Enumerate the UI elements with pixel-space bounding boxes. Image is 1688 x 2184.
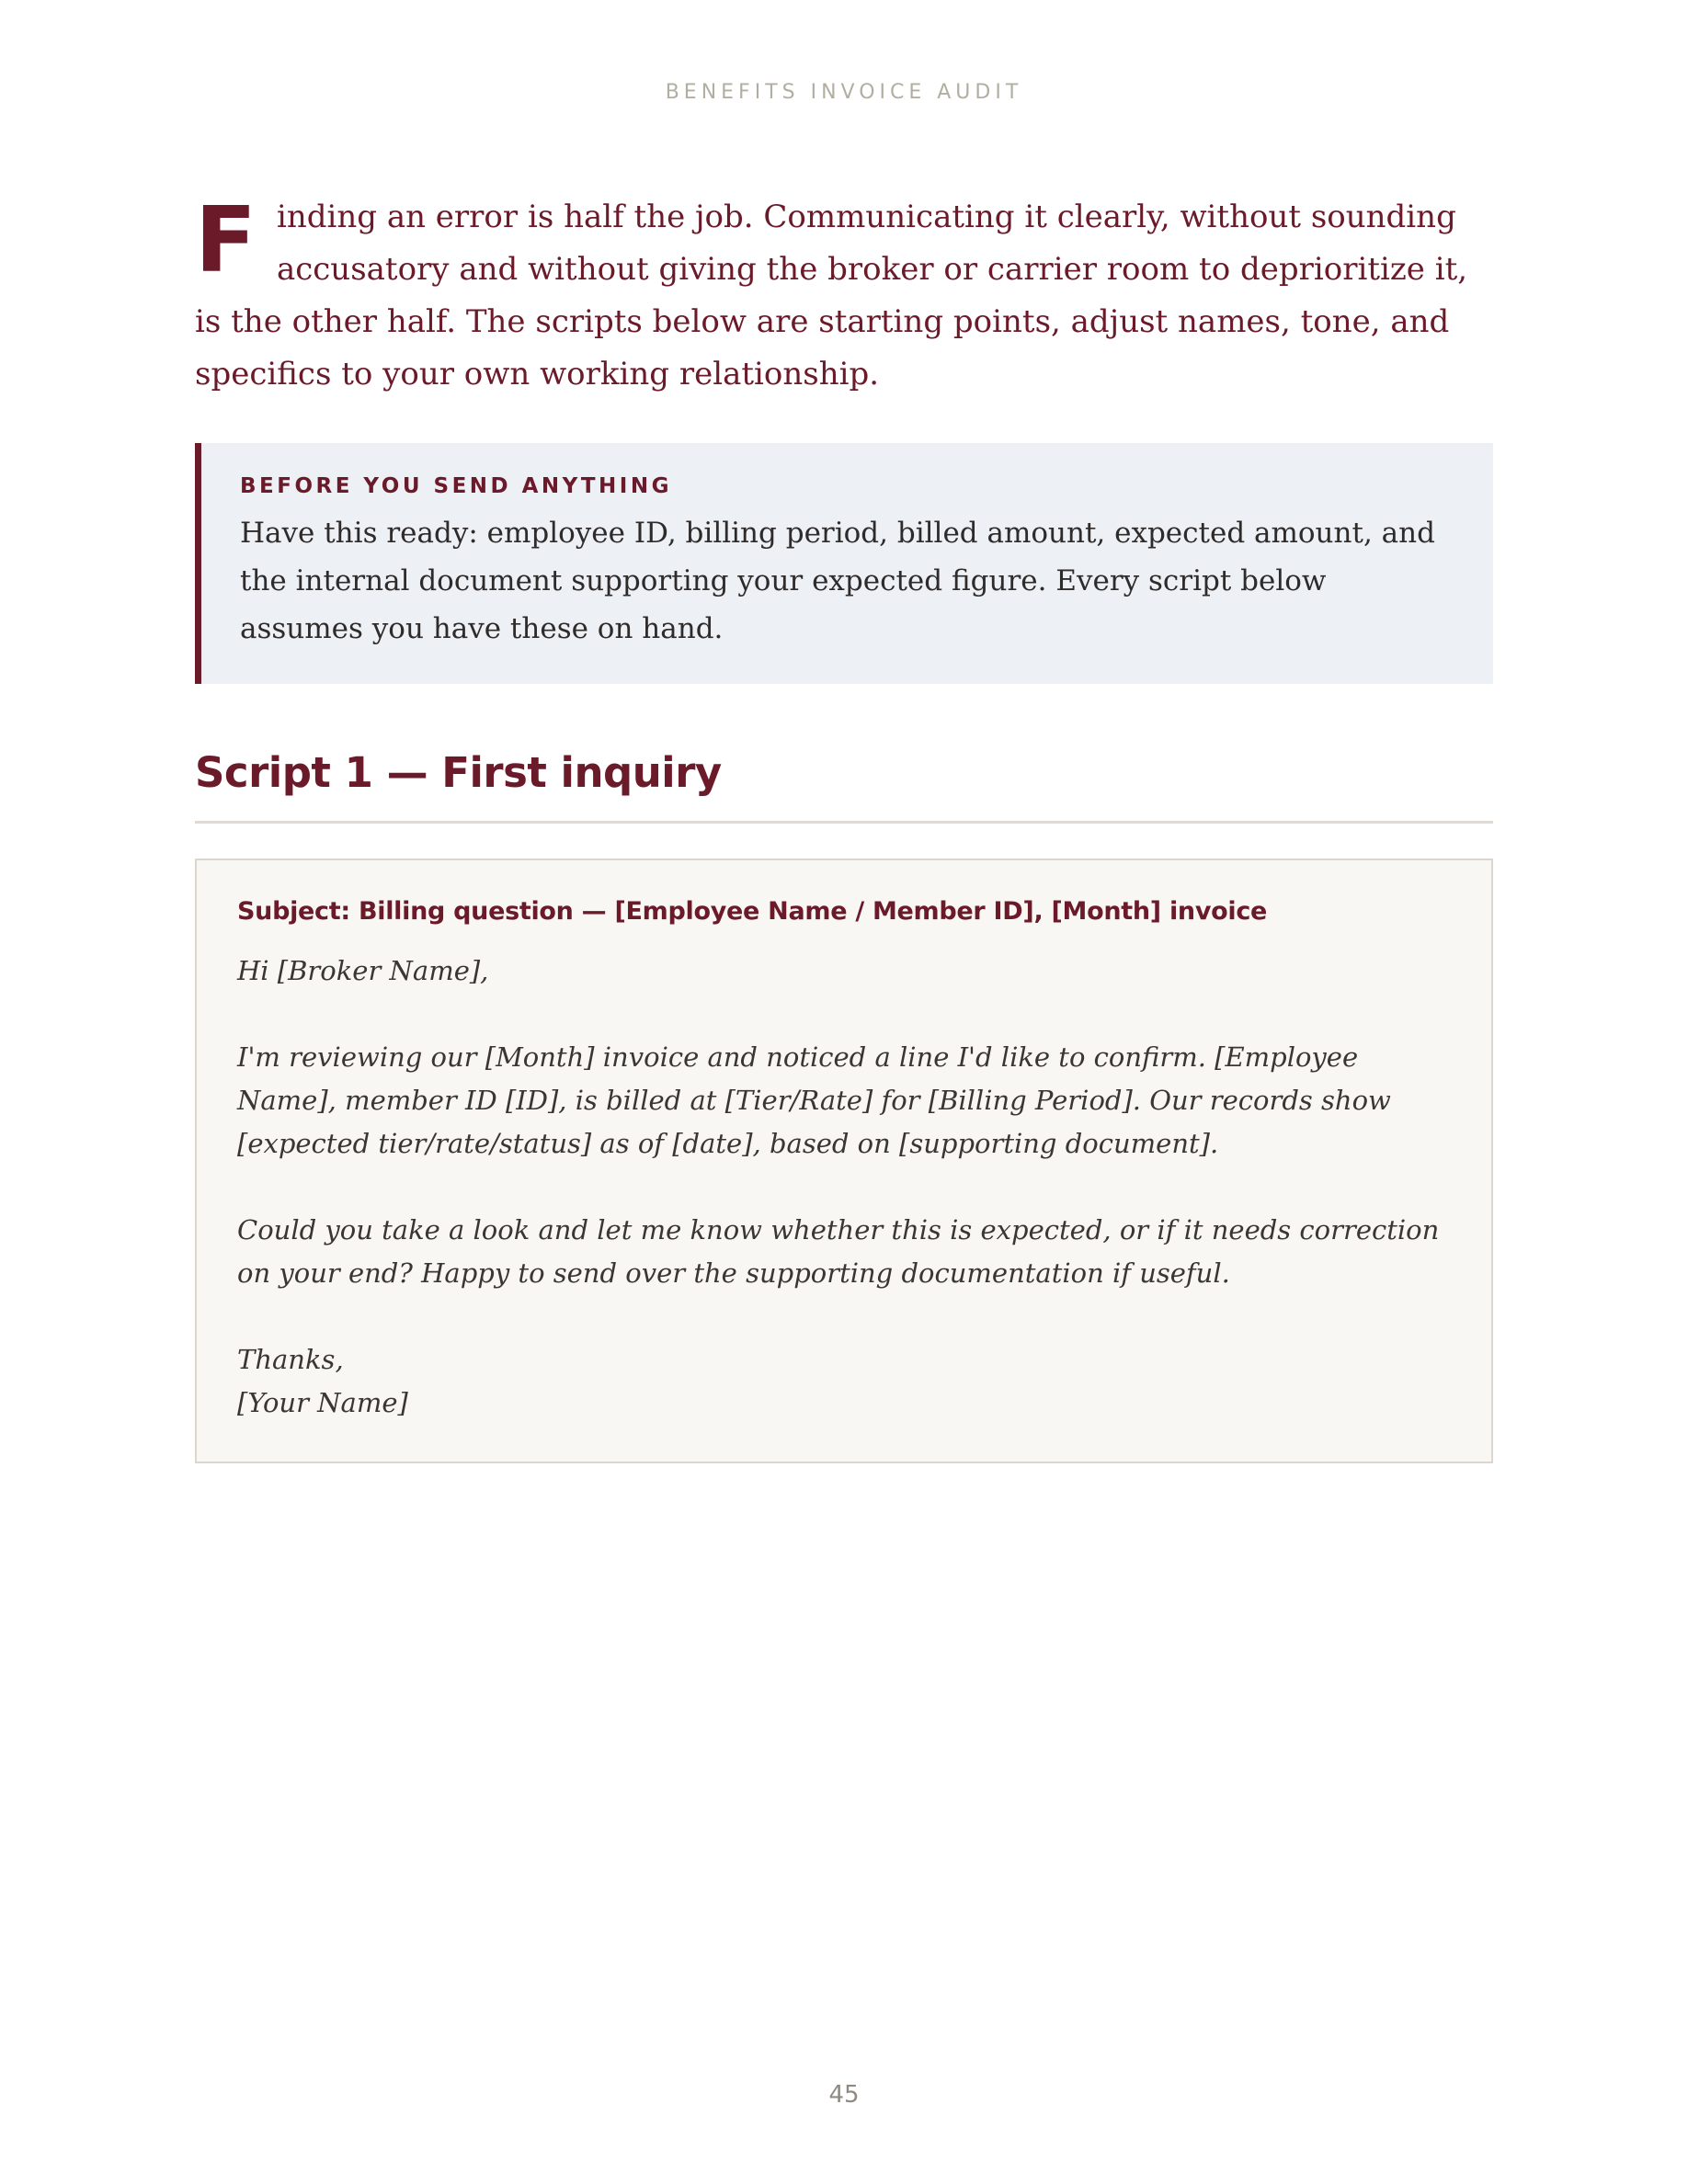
email-template-box <box>195 859 1493 1463</box>
page-number: 45 <box>828 2081 860 2109</box>
email-signoff: Thanks, <box>237 1344 344 1375</box>
email-paragraph-2: Could you take a look and let me know whether this is expected, or if it needs correction on your end? Happy to send over the supporting documentation if useful. <box>237 1214 1440 1289</box>
section-title: Script 1 — First inquiry <box>195 748 1493 824</box>
callout-title: BEFORE YOU SEND ANYTHING <box>240 474 672 498</box>
email-paragraph-1: I'm reviewing our [Month] invoice and noticed a line I'd like to confirm. [Employee Name], member ID [ID], is billed at [Tier/Rate] for [Billing Period]. Our records show [expected tier/rate/status] as of [date], based on [supporting document]. <box>237 1041 1391 1159</box>
page-content <box>195 188 1493 1463</box>
running-header: BENEFITS INVOICE AUDIT <box>665 81 1023 104</box>
drop-cap: F <box>195 188 257 293</box>
email-subject: Subject: Billing question — [Employee Name / Member ID], [Month] invoice <box>237 897 1268 926</box>
email-closing <box>237 1338 1451 1425</box>
email-signature: [Your Name] <box>237 1387 408 1418</box>
email-greeting: Hi [Broker Name], <box>237 955 489 986</box>
intro-text: inding an error is half the job. Communicating it clearly, without sounding accusatory and without giving the broker or carrier room to deprioritize it, is the other half. The scripts below are starting points, adjust names, tone, and specifics to your own working relationship. <box>195 199 1468 392</box>
callout-box <box>195 443 1493 684</box>
callout-body: Have this ready: employee ID, billing period, billed amount, expected amount, and the internal document supporting your expected figure. Every script below assumes you have these on hand. <box>240 517 1435 645</box>
intro-paragraph <box>195 188 1493 401</box>
